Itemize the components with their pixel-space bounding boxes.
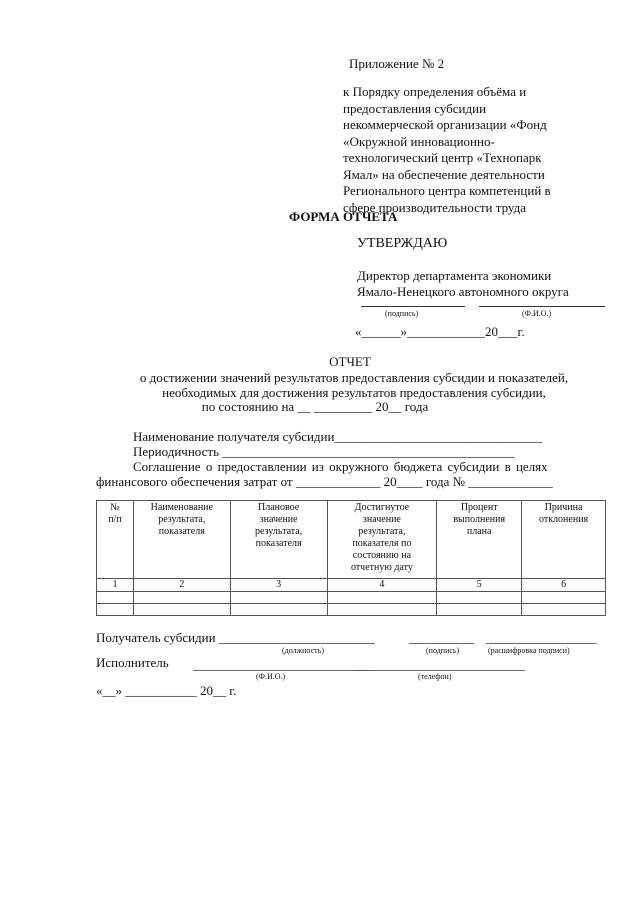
appendix-line: «Окружной инновационно- bbox=[343, 133, 495, 149]
report-title: ОТЧЕТ bbox=[329, 354, 371, 369]
executor-fio-field[interactable]: ___________________________ bbox=[193, 657, 369, 672]
table-cell[interactable] bbox=[437, 604, 522, 616]
position-label: (должность) bbox=[282, 646, 324, 655]
sign-label: (подпись) bbox=[385, 309, 419, 318]
appendix-line: предоставления субсидии bbox=[343, 100, 487, 116]
appendix-line: сфере производительности труда bbox=[343, 199, 526, 215]
header-cell: Причина отклонения bbox=[522, 501, 606, 579]
header-cell: Процент выполнения плана bbox=[437, 501, 522, 579]
header-cell: Плановое значение результата, показателя bbox=[230, 501, 327, 579]
report-table bbox=[96, 500, 606, 616]
footer-date[interactable]: «__» ___________ 20__ г. bbox=[96, 683, 237, 698]
table-cell[interactable] bbox=[133, 592, 230, 604]
number-cell: 1 bbox=[97, 579, 134, 592]
recipient-decode-field[interactable]: _________________ bbox=[486, 630, 597, 645]
appendix-line: Ямал» на обеспечение деятельности bbox=[343, 166, 545, 182]
executor-phone-field[interactable]: __________________________ bbox=[356, 657, 525, 672]
appendix-line: некоммерческой организации «Фонд bbox=[343, 117, 547, 132]
fio-line bbox=[479, 306, 605, 307]
report-line: по состоянию на __ _________ 20__ года bbox=[201, 399, 429, 414]
table-row bbox=[97, 604, 606, 616]
header-cell: Достигнутое значение результата, показателя по состоянию на отчетную дату bbox=[327, 501, 437, 579]
recipient-sign-field[interactable]: __________ bbox=[409, 630, 474, 645]
table-row bbox=[97, 592, 606, 604]
report-line: необходимых для достижения результатов предоставления субсидии, bbox=[162, 385, 546, 400]
table-cell[interactable] bbox=[522, 592, 606, 604]
periodicity-field[interactable]: Периодичность _____________________________________________ bbox=[133, 444, 515, 459]
decode-label: (расшифровка подписи) bbox=[488, 646, 570, 655]
number-cell: 2 bbox=[133, 579, 230, 592]
approver-line: Ямало-Ненецкого автономного округа bbox=[357, 284, 569, 299]
agreement-details-field[interactable]: финансового обеспечения затрат от _____________ 20____ года № _____________ bbox=[96, 474, 553, 489]
appendix-title: Приложение № 2 bbox=[349, 56, 445, 71]
approver-line: Директор департамента экономики bbox=[357, 268, 552, 283]
table-cell[interactable] bbox=[133, 604, 230, 616]
signature-line bbox=[361, 306, 465, 307]
header-cell: № п/п bbox=[97, 501, 134, 579]
appendix-line: Регионального центра компетенций в bbox=[343, 183, 551, 198]
number-cell: 4 bbox=[327, 579, 437, 592]
sign-label: (подпись) bbox=[426, 646, 460, 655]
executor-label: Исполнитель bbox=[96, 655, 169, 670]
table-cell[interactable] bbox=[327, 592, 437, 604]
form-title: ФОРМА ОТЧЕТА bbox=[289, 209, 398, 224]
number-cell: 3 bbox=[230, 579, 327, 592]
appendix-text bbox=[343, 84, 551, 216]
approve-date: «______»____________20___г. bbox=[355, 324, 525, 339]
fio-label: (Ф.И.О.) bbox=[256, 672, 286, 681]
phone-label: (телефон) bbox=[418, 672, 452, 681]
appendix-line: технологический центр «Технопарк bbox=[343, 150, 542, 165]
table-cell[interactable] bbox=[327, 604, 437, 616]
agreement-line: Соглашение о предоставлении из окружного бюджета субсидии в целях bbox=[133, 459, 548, 474]
report-line: о достижении значений результатов предоставления субсидии и показателей, bbox=[139, 370, 569, 385]
table-header-row bbox=[97, 501, 606, 579]
table-number-row bbox=[97, 579, 606, 592]
approve-title: УТВЕРЖДАЮ bbox=[357, 236, 448, 251]
header-cell: Наименование результата, показателя bbox=[133, 501, 230, 579]
table-cell[interactable] bbox=[437, 592, 522, 604]
table-cell[interactable] bbox=[230, 592, 327, 604]
recipient-position-field[interactable]: Получатель субсидии ________________________ bbox=[96, 630, 375, 645]
table-cell[interactable] bbox=[522, 604, 606, 616]
table-cell[interactable] bbox=[230, 604, 327, 616]
table-cell[interactable] bbox=[97, 592, 134, 604]
number-cell: 6 bbox=[522, 579, 606, 592]
number-cell: 5 bbox=[437, 579, 522, 592]
table-cell[interactable] bbox=[97, 604, 134, 616]
fio-label: (Ф.И.О.) bbox=[522, 309, 552, 318]
recipient-name-field[interactable]: Наименование получателя субсидии________________________________ bbox=[133, 429, 543, 444]
appendix-line: к Порядку определения объёма и bbox=[343, 84, 527, 99]
